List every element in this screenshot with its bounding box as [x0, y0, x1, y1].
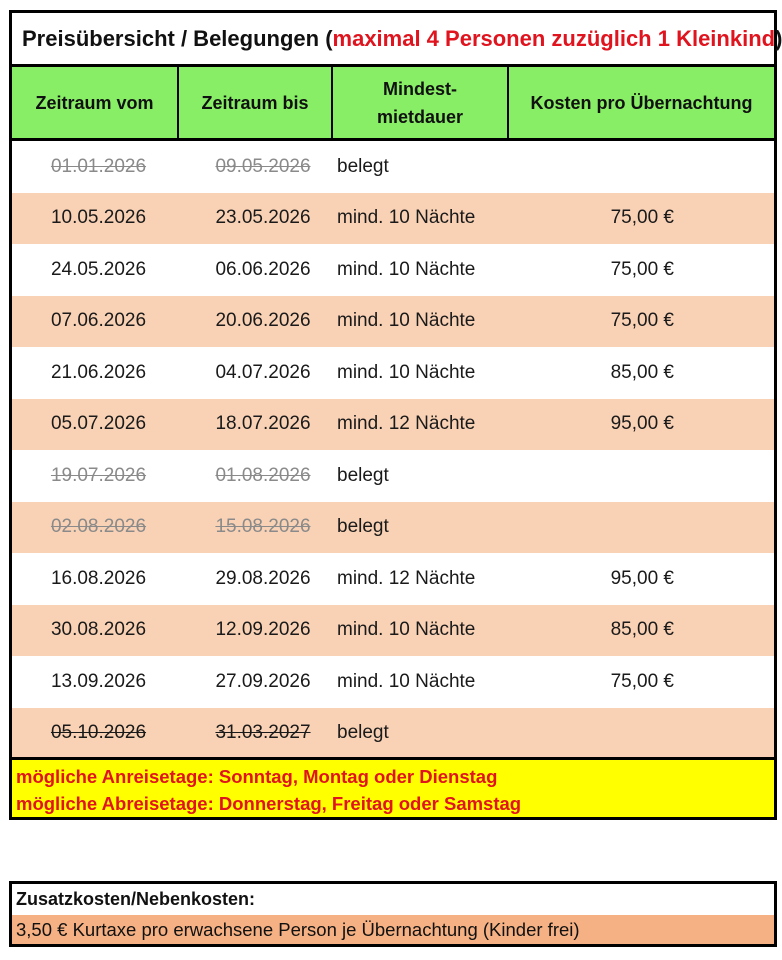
period-to: 12.09.2026: [215, 619, 311, 641]
period-from: 24.05.2026: [50, 258, 147, 280]
period-to: 27.09.2026: [215, 670, 311, 692]
min-stay: belegt: [337, 155, 389, 177]
period-from: 05.10.2026: [50, 722, 147, 744]
departure-days: mögliche Abreisetage: Donnerstag, Freitag oder Samstag: [16, 793, 522, 814]
period-to: 01.08.2026: [215, 464, 311, 486]
period-to: 09.05.2026: [215, 155, 311, 177]
period-to: 06.06.2026: [215, 258, 311, 280]
period-to: 29.08.2026: [215, 567, 311, 589]
cost-per-night: 75,00 €: [610, 258, 674, 280]
header-from: Zeitraum vom: [12, 67, 179, 138]
table-row: [12, 502, 774, 554]
period-from: 13.09.2026: [50, 670, 147, 692]
period-from: 10.05.2026: [50, 207, 147, 229]
travel-days-notice: [12, 757, 774, 817]
additional-costs-box: [9, 881, 777, 947]
period-from: 07.06.2026: [50, 310, 147, 332]
arrival-days: mögliche Anreisetage: Sonntag, Montag oder Dienstag: [16, 766, 498, 787]
period-from: 01.01.2026: [50, 155, 147, 177]
additional-costs-title: Zusatzkosten/Nebenkosten:: [16, 889, 256, 909]
period-from: 21.06.2026: [50, 361, 147, 383]
cost-per-night: 75,00 €: [610, 207, 674, 229]
cost-per-night: 95,00 €: [610, 413, 674, 435]
table-body: [12, 141, 774, 759]
min-stay: mind. 10 Nächte: [337, 619, 476, 641]
cost-per-night: 75,00 €: [610, 670, 674, 692]
table-title: [12, 13, 782, 67]
table-row: [12, 193, 774, 245]
header-min-stay: [333, 67, 509, 138]
period-from: 30.08.2026: [50, 619, 147, 641]
table-row: [12, 347, 774, 399]
min-stay: mind. 10 Nächte: [337, 207, 476, 229]
period-to: 15.08.2026: [215, 516, 311, 538]
period-to: 18.07.2026: [215, 413, 311, 435]
header-cost: Kosten pro Übernachtung: [530, 92, 753, 113]
min-stay: mind. 10 Nächte: [337, 361, 476, 383]
cost-per-night: 75,00 €: [610, 310, 674, 332]
title-occupancy-note: maximal 4 Personen zuzüglich 1 Kleinkind: [332, 25, 776, 51]
table-row: [12, 605, 774, 657]
period-to: 04.07.2026: [215, 361, 311, 383]
table-row: [12, 244, 774, 296]
table-row: [12, 708, 774, 760]
period-to: 23.05.2026: [215, 207, 311, 229]
cost-per-night: 85,00 €: [610, 361, 674, 383]
min-stay: mind. 12 Nächte: [337, 567, 476, 589]
period-from: 16.08.2026: [50, 567, 147, 589]
title-close: ): [775, 25, 782, 51]
min-stay: belegt: [337, 464, 389, 486]
period-from: 02.08.2026: [50, 516, 147, 538]
table-row: [12, 553, 774, 605]
period-from: 05.07.2026: [50, 413, 147, 435]
price-table: [9, 10, 782, 820]
tourist-tax-line: 3,50 € Kurtaxe pro erwachsene Person je Übernachtung (Kinder frei): [12, 915, 774, 944]
cost-per-night: 85,00 €: [610, 619, 674, 641]
period-to: 20.06.2026: [215, 310, 311, 332]
min-stay: mind. 10 Nächte: [337, 310, 476, 332]
table-row: [12, 399, 774, 451]
min-stay: mind. 12 Nächte: [337, 413, 476, 435]
header-min-stay-line2: mietdauer: [376, 106, 464, 127]
cost-per-night: 95,00 €: [610, 567, 674, 589]
table-row: [12, 656, 774, 708]
table-row: [12, 141, 774, 193]
min-stay: mind. 10 Nächte: [337, 670, 476, 692]
header-to: Zeitraum bis: [179, 67, 333, 138]
table-header: [12, 67, 774, 141]
period-from: 19.07.2026: [50, 464, 147, 486]
period-to: 31.03.2027: [215, 722, 311, 744]
min-stay: belegt: [337, 516, 389, 538]
title-main: Preisübersicht / Belegungen (: [22, 25, 333, 51]
min-stay: belegt: [337, 722, 389, 744]
table-row: [12, 450, 774, 502]
table-row: [12, 296, 774, 348]
min-stay: mind. 10 Nächte: [337, 258, 476, 280]
header-min-stay-line1: Mindest-: [383, 78, 457, 99]
